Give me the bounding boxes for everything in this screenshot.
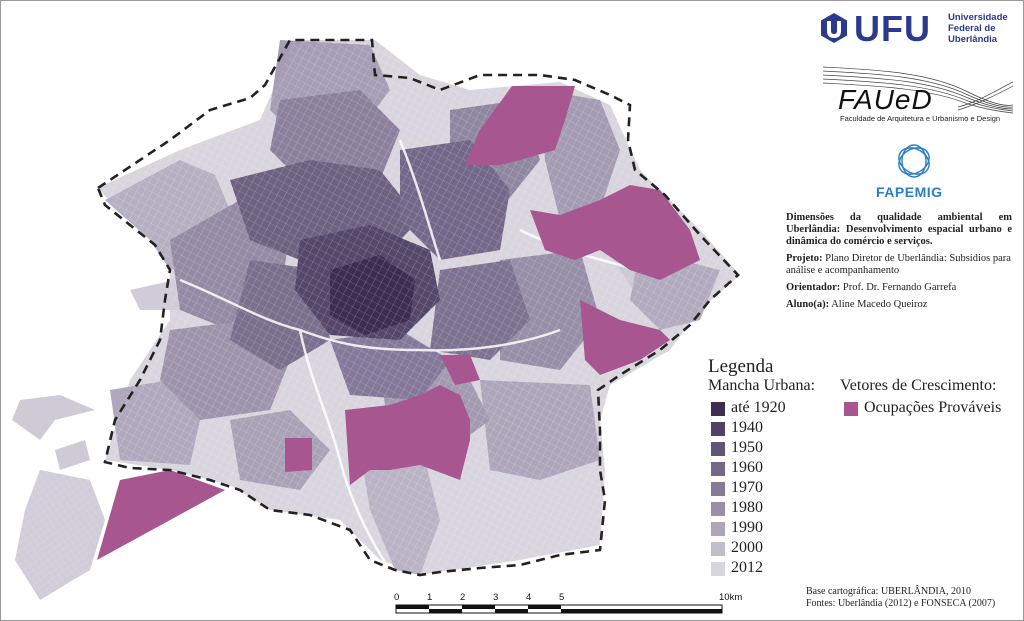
legend-swatch: [711, 502, 725, 516]
legend-swatch: [711, 562, 725, 576]
project-title: Dimensões da qualidade ambiental em Uberlândia: Desenvolvimento espacial urbano e dinâmica do comércio e serviços.: [786, 212, 1012, 247]
scale-label: 0: [394, 592, 400, 603]
legend-label: até 1920: [731, 399, 786, 416]
scale-bar-graphic: [394, 604, 734, 614]
scale-label: 3: [493, 592, 499, 603]
orientador-label: Orientador:: [786, 282, 841, 293]
projeto-value: Plano Diretor de Uberlândia: Subsídios para análise e acompanhamento: [786, 253, 1011, 276]
legend-swatch: [711, 462, 725, 476]
legend-label: 1980: [731, 499, 763, 516]
legend-urban-title: Mancha Urbana:: [708, 377, 816, 394]
ufu-emblem-icon: [818, 12, 850, 44]
legend-swatch: [711, 522, 725, 536]
aluno-label: Aluno(a):: [786, 299, 830, 310]
scale-bar: [394, 592, 743, 618]
legend-label: Ocupações Prováveis: [864, 399, 1002, 416]
legend-label: 1950: [731, 439, 763, 456]
projeto-line: [786, 253, 1012, 277]
street-grid-texture-sw: [15, 470, 105, 600]
legend-label: 1990: [731, 519, 763, 536]
ufu-full-name: [948, 12, 1008, 45]
aluno-line: [786, 299, 1012, 311]
legend-swatch: [711, 442, 725, 456]
scale-label: 5: [559, 592, 565, 603]
legend-label: 1940: [731, 419, 763, 436]
legend-label: 2000: [731, 539, 763, 556]
legend-swatch: [711, 402, 725, 416]
legend-label: 1960: [731, 459, 763, 476]
faued-acronym: FAUeD: [838, 84, 933, 115]
aluno-value: Aline Macedo Queiroz: [831, 299, 928, 310]
scale-label: 4: [526, 592, 532, 603]
fapemig-logo: [870, 140, 960, 202]
base-cartografica: Base cartográfica: UBERLÂNDIA, 2010: [806, 586, 971, 597]
scale-label: 1: [427, 592, 433, 603]
faued-full-name: Faculdade de Arquitetura e Urbanismo e Design: [840, 114, 1001, 123]
orientador-line: [786, 282, 1012, 294]
map-credits: [806, 586, 995, 610]
ufu-subtitle-line: Federal de: [948, 23, 996, 34]
legend-label: 1970: [731, 479, 763, 496]
scale-label: 10km: [719, 592, 743, 603]
faued-logo: [818, 62, 1013, 130]
scale-label: 2: [460, 592, 466, 603]
ufu-subtitle-line: Uberlândia: [948, 34, 998, 45]
orientador-value: Prof. Dr. Fernando Garrefa: [842, 282, 957, 293]
legend-swatch: [844, 402, 858, 416]
ufu-logo: [818, 10, 1018, 50]
legend-vectors-title: Vetores de Crescimento:: [840, 377, 997, 394]
legend-swatch: [711, 482, 725, 496]
legend-title: Legenda: [708, 356, 774, 377]
fontes: Fontes: Uberlândia (2012) e FONSECA (2007): [806, 598, 996, 609]
legend-swatch: [711, 542, 725, 556]
ufu-acronym: UFU: [854, 8, 931, 49]
projeto-label: Projeto:: [786, 253, 823, 264]
legend-label: 2012: [731, 559, 763, 576]
ufu-subtitle-line: Universidade: [948, 12, 1008, 23]
legend-swatch: [711, 422, 725, 436]
fapemig-name: FAPEMIG: [876, 184, 943, 200]
project-info: [786, 212, 1012, 316]
fapemig-emblem-icon: [894, 140, 934, 182]
